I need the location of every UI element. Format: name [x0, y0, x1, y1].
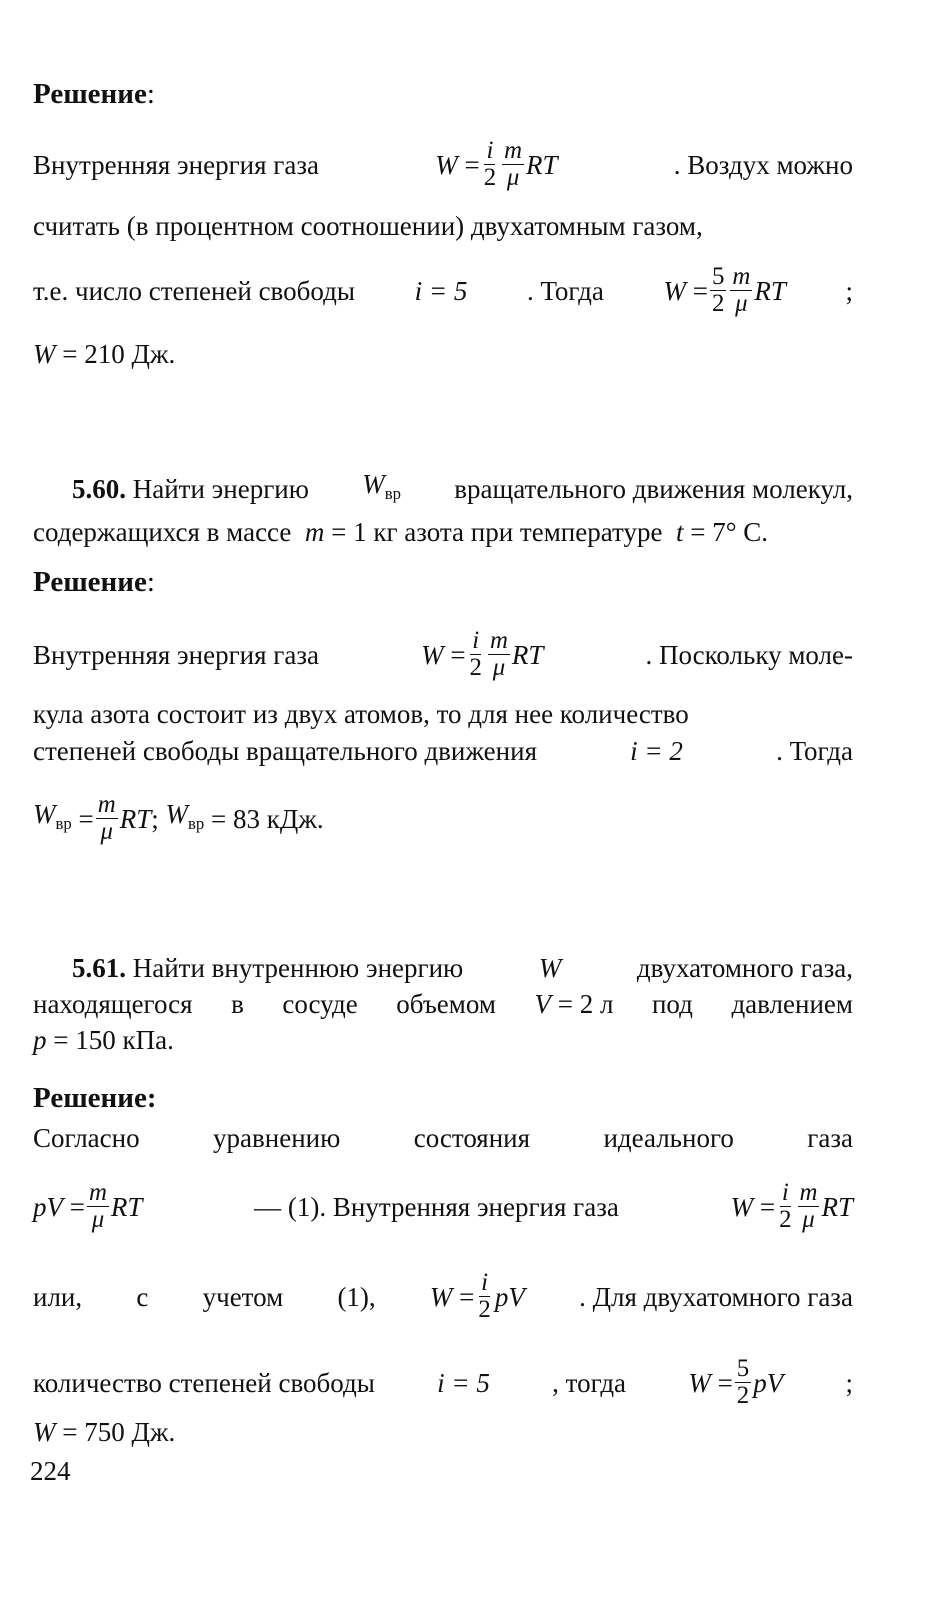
paragraph-line: количество степеней свободы i = 5 , тогда W = $\frac{5}{2}$ pV ; — [33, 1355, 853, 1410]
paragraph-line: pV = $\frac{m}{\mu}$ RT — (1). Внутренняя энергия газа W = $\frac{i}{2}$ $\frac{m}{\mu}$ RT — [33, 1179, 853, 1234]
paragraph-line: Внутренняя энергия газа W = $\frac{i}{2}$ $\frac{m}{\mu}$ RT . Поскольку моле- — [33, 627, 853, 682]
page-number: 224 — [30, 1456, 71, 1486]
problem-statement: находящегося в сосуде объемом V = 2 л под давлением — [33, 989, 853, 1019]
result-line: W = 750 Дж. — [33, 1417, 176, 1447]
problem-statement: p = 150 кПа. — [33, 1025, 174, 1055]
formula-diatomic-energy: W = $\frac{5}{2}$ $\frac{m}{\mu}$ RT — [663, 263, 786, 318]
paragraph-line: считать (в процентном соотношении) двухатомным газом, — [33, 211, 703, 241]
paragraph-line: Внутренняя энергия газа W = $\frac{i}{2}$ $\frac{m}{\mu}$ RT . Воздух можно — [33, 137, 853, 192]
formula-state-equation: pV = $\frac{m}{\mu}$ RT — [33, 1179, 143, 1234]
result-line: W = 210 Дж. — [33, 339, 176, 369]
problem-statement: 5.61. Найти внутреннюю энергию W двухатомного газа, — [72, 953, 853, 983]
paragraph-line: Согласно уравнению состояния идеального газа — [33, 1123, 853, 1153]
formula-rotational-energy: $W_{вр}$ = $\frac{m}{\mu}$ RT ; $W_{вр}$ = 83 кДж. — [33, 791, 324, 846]
paragraph-line: кула азота состоит из двух атомов, то для нее количество — [33, 699, 689, 729]
formula-line — [33, 792, 853, 845]
solution-heading: Решение: — [33, 566, 155, 598]
formula-energy-diatomic-pv: W = $\frac{5}{2}$ pV — [688, 1355, 784, 1410]
solution-heading: Решение: — [33, 78, 155, 110]
formula-energy-pv: W = $\frac{i}{2}$ pV — [429, 1269, 525, 1324]
formula-internal-energy: W = $\frac{i}{2}$ $\frac{m}{\mu}$ RT — [435, 137, 558, 192]
solution-heading: Решение: — [33, 1082, 157, 1114]
paragraph-line: или, с учетом (1), W = $\frac{i}{2}$ pV . Для двухатомного газа — [33, 1269, 853, 1324]
problem-statement: содержащихся в массе m = 1 кг азота при температуре t = 7° C. — [33, 517, 769, 547]
formula-internal-energy: W = $\frac{i}{2}$ $\frac{m}{\mu}$ RT — [730, 1179, 853, 1234]
paragraph-line: степеней свободы вращательного движения i = 2 . Тогда — [33, 736, 853, 766]
problem-statement: 5.60. Найти энергию $W_{вр}$ вращательного движения молекул, — [72, 469, 853, 504]
paragraph-line: т.е. число степеней свободы i = 5 . Тогда W = $\frac{5}{2}$ $\frac{m}{\mu}$ RT ; — [33, 263, 853, 318]
formula-internal-energy: W = $\frac{i}{2}$ $\frac{m}{\mu}$ RT — [421, 627, 544, 682]
